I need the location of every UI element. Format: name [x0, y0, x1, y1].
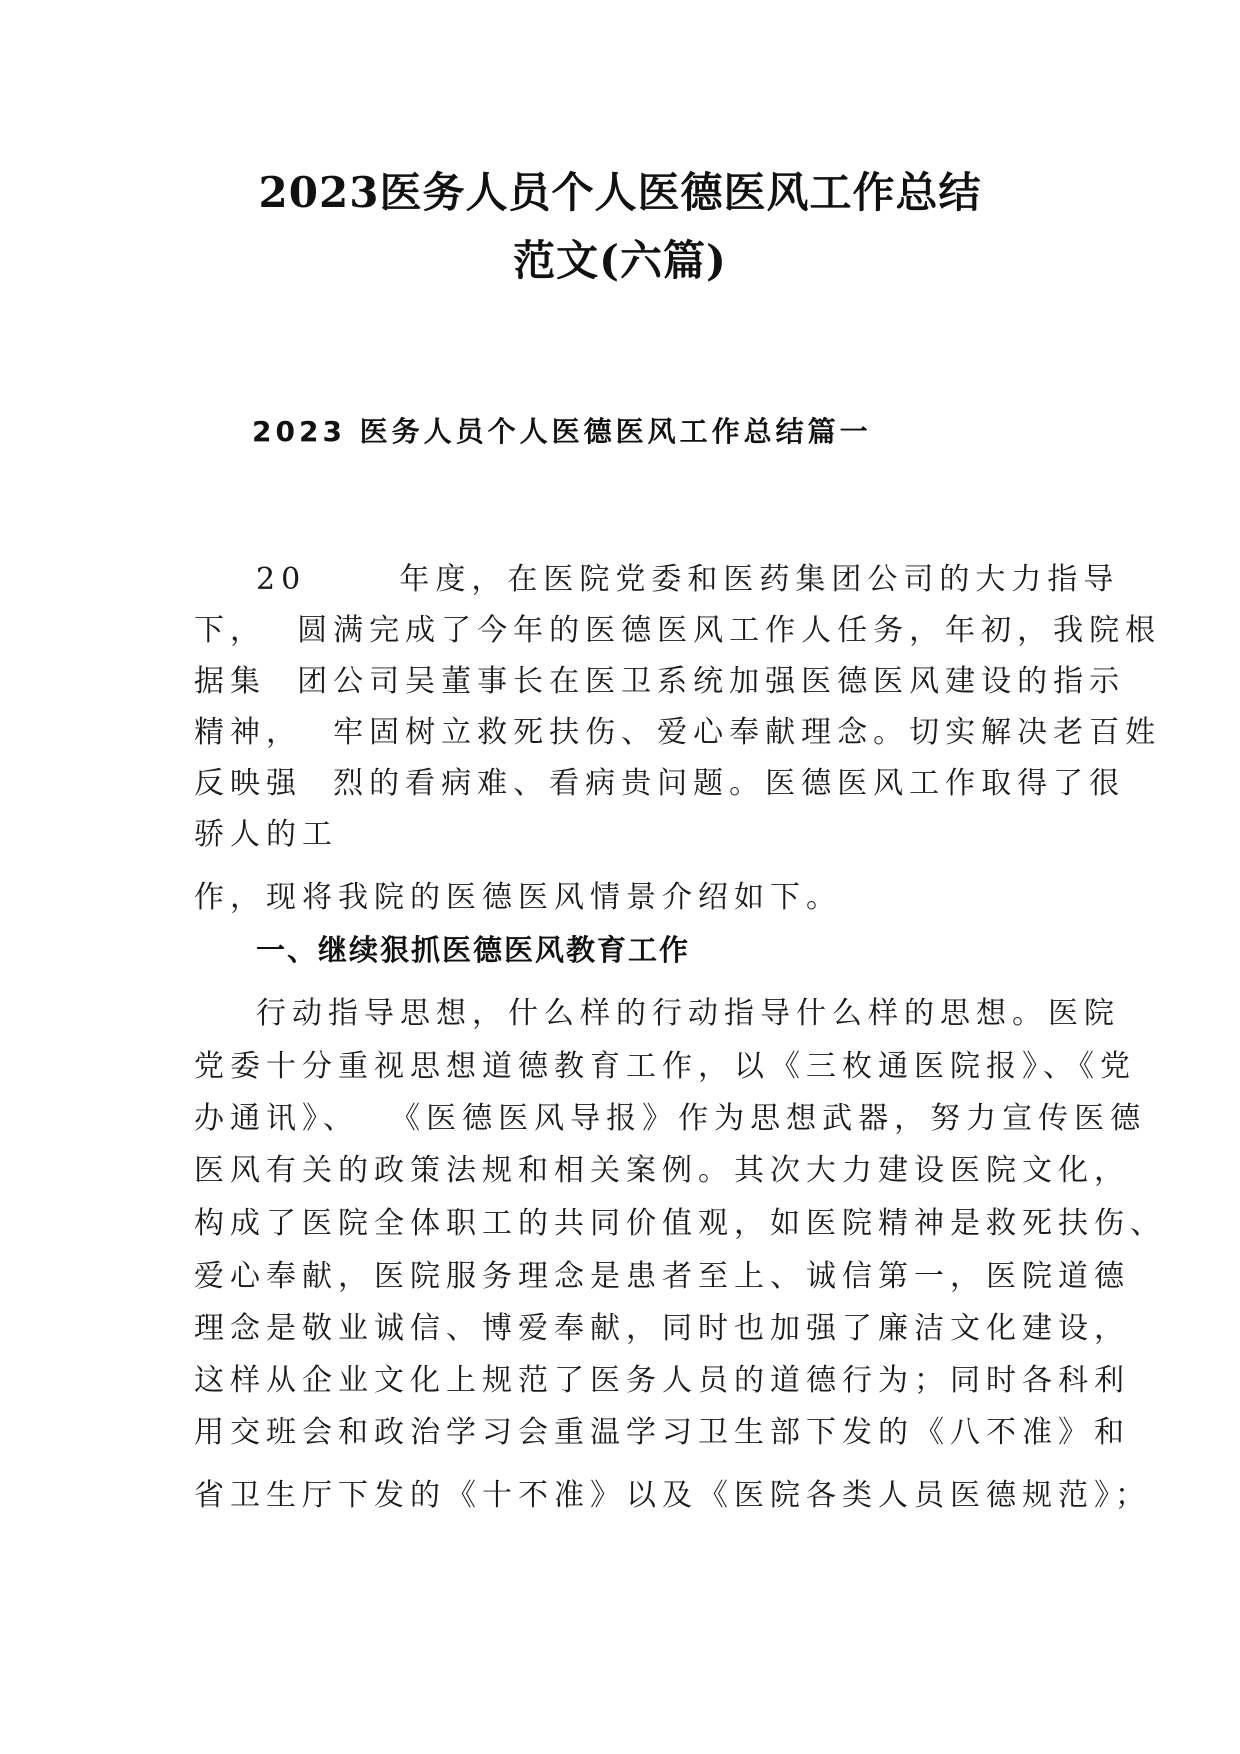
paragraph-line: 办通讯》、 《医德医风导报》作为思想武器，努力宣传医德 — [194, 1101, 1147, 1136]
paragraph-line: 党委十分重视思想道德教育工作，以《三枚通医院报》、《党 — [194, 1049, 1136, 1084]
document-title-line2: 范文(六篇) — [513, 236, 727, 285]
paragraph-line: 爱心奉献，医院服务理念是患者至上、诚信第一，医院道德 — [194, 1259, 1130, 1294]
section-subtitle: 2023 医务人员个人医德医风工作总结篇一 — [252, 415, 872, 448]
paragraph-line: 理念是敬业诚信、博爱奉献，同时也加强了廉洁文化建设， — [194, 1311, 1130, 1346]
paragraph-line: 构成了医院全体职工的共同价值观，如医院精神是救死扶伤、 — [194, 1206, 1166, 1241]
paragraph-line: 行动指导思想，什么样的行动指导什么样的思想。医院 — [256, 996, 1120, 1031]
paragraph-line: 作，现将我院的医德医风情景介绍如下。 — [194, 880, 842, 915]
paragraph-line: 这样从企业文化上规范了医务人员的道德行为；同时各科利 — [194, 1363, 1130, 1398]
paragraph-line: 骄人的工 — [194, 817, 338, 852]
paragraph-line: 20 年度，在医院党委和医药集团公司的大力指导 — [256, 562, 1120, 597]
document-title-line1: 2023医务人员个人医德医风工作总结 — [258, 168, 982, 217]
paragraph-line: 据集 团公司吴董事长在医卫系统加强医德医风建设的指示 — [194, 664, 1126, 699]
section-heading: 一、继续狠抓医德医风教育工作 — [256, 933, 691, 967]
paragraph-line: 反映强 烈的看病难、看病贵问题。医德医风工作取得了很 — [194, 766, 1126, 801]
paragraph-line: 精神， 牢固树立救死扶伤、爱心奉献理念。切实解决老百姓 — [194, 715, 1162, 750]
paragraph-line: 省卫生厅下发的《十不准》以及《医院各类人员医德规范》； — [194, 1478, 1151, 1513]
paragraph-line: 医风有关的政策法规和相关案例。其次大力建设医院文化， — [194, 1153, 1130, 1188]
paragraph-line: 下， 圆满完成了今年的医德医风工作人任务，年初，我院根 — [194, 613, 1162, 648]
paragraph-line: 用交班会和政治学习会重温学习卫生部下发的《八不准》和 — [194, 1415, 1130, 1450]
